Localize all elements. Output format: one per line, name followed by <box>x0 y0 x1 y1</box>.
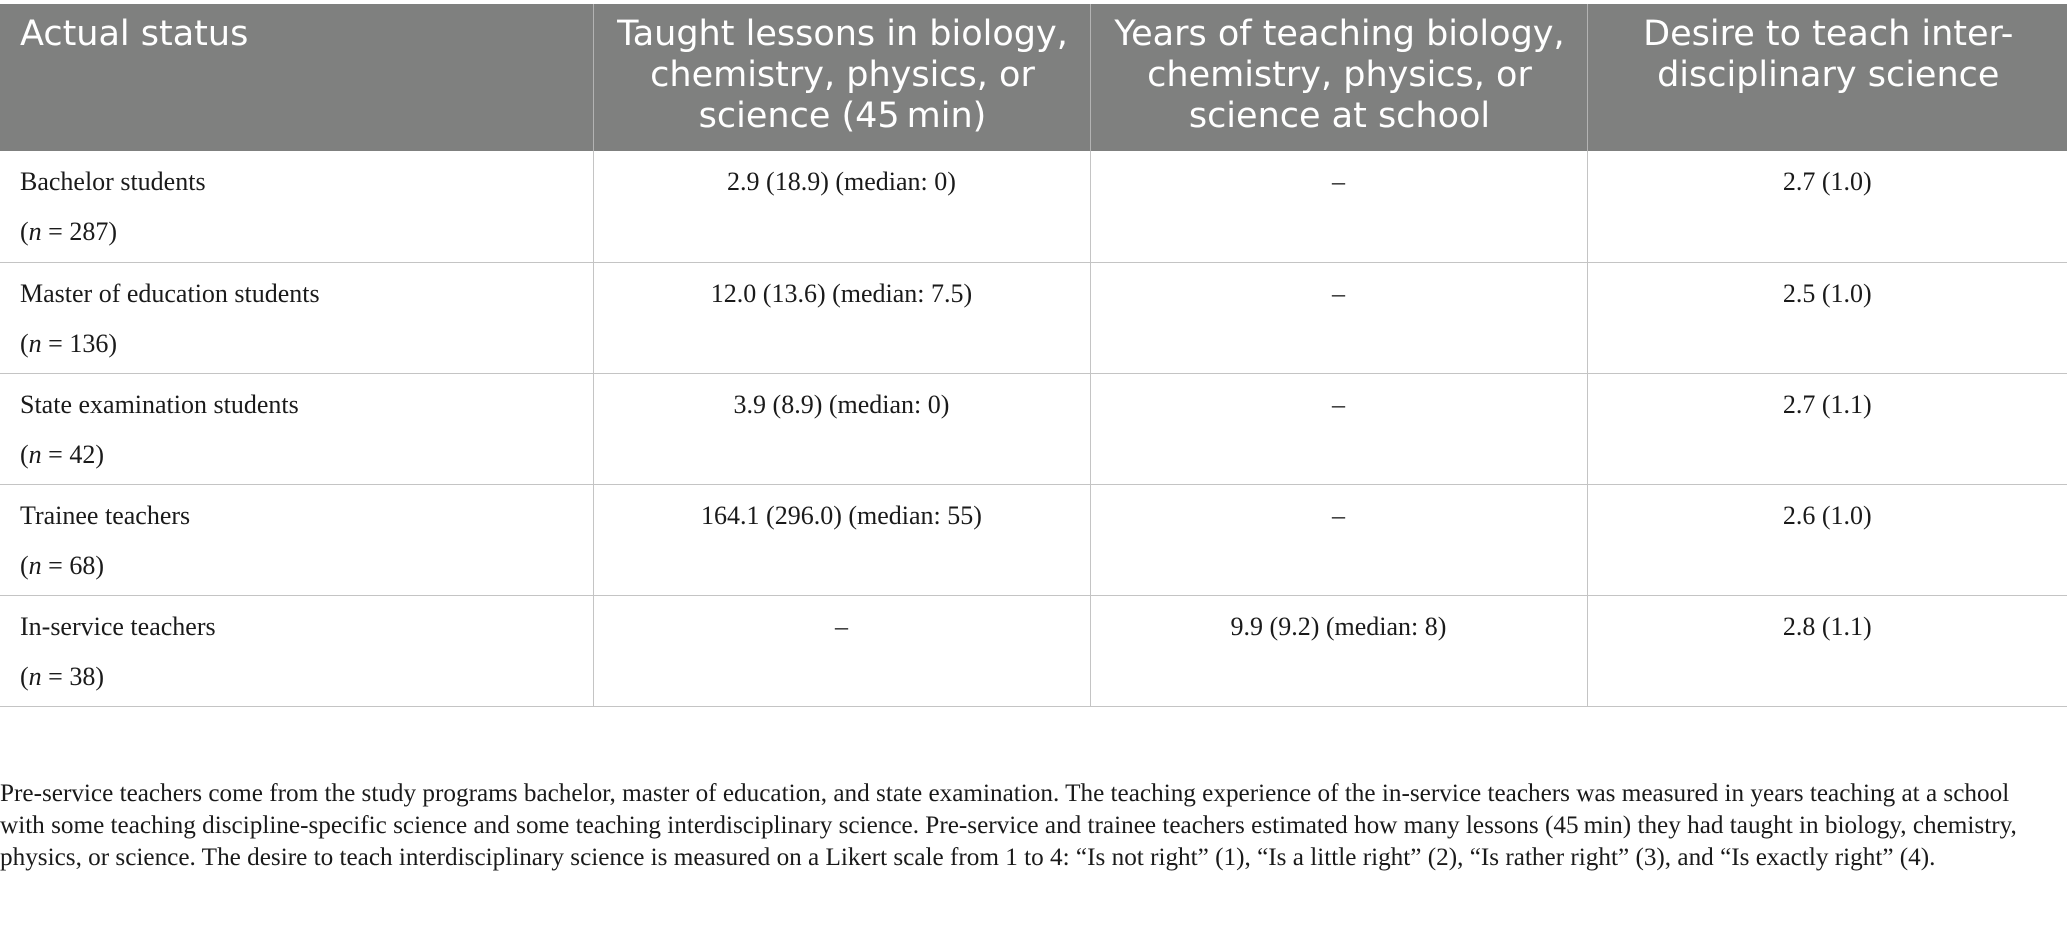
status-cell <box>0 595 593 706</box>
table-header <box>0 4 2067 151</box>
table-container <box>0 4 2067 707</box>
table-row <box>0 262 2067 373</box>
table-row <box>0 595 2067 706</box>
taught-lessons-cell: 12.0 (13.6) (median: 7.5) <box>593 262 1090 373</box>
n-value: = 287) <box>41 217 117 246</box>
sample-size: (n = 42) <box>20 439 104 469</box>
desire-cell: 2.7 (1.1) <box>1587 373 2067 484</box>
header-years-teaching: Years of teaching biology, chemistry, physics, or science at school <box>1090 4 1587 151</box>
data-table <box>0 4 2067 707</box>
taught-lessons-cell: 2.9 (18.9) (median: 0) <box>593 151 1090 262</box>
status-label: State examination students <box>20 389 299 419</box>
n-symbol: n <box>28 661 42 691</box>
status-label: Trainee teachers <box>20 500 191 530</box>
taught-lessons-cell: 3.9 (8.9) (median: 0) <box>593 373 1090 484</box>
taught-lessons-cell: – <box>593 595 1090 706</box>
years-teaching-cell: – <box>1090 262 1587 373</box>
status-cell <box>0 373 593 484</box>
status-label: Bachelor students <box>20 167 206 196</box>
n-symbol: n <box>28 328 42 358</box>
table-body <box>0 151 2067 706</box>
desire-cell: 2.8 (1.1) <box>1587 595 2067 706</box>
status-cell <box>0 484 593 595</box>
n-value: = 68) <box>41 550 104 580</box>
table-footnote: Pre-service teachers come from the study programs bachelor, master of education, and state examination. The teaching experience of the in-service teachers was measured in years teaching at a school with some teaching discipline-specific science and some teaching interdisciplinary science. Pre-service and trainee teachers estimated how many lessons (45 min) they had taught in biology, chemistry, physics, or science. The desire to teach interdisciplinary science is measured on a Likert scale from 1 to 4: “Is not right” (1), “Is a little right” (2), “Is rather right” (3), and “Is exactly right” (4). <box>0 780 2017 871</box>
status-label: Master of education students <box>20 278 320 308</box>
desire-cell: 2.5 (1.0) <box>1587 262 2067 373</box>
n-symbol: n <box>28 550 42 580</box>
header-taught-lessons: Taught lessons in biology, chemistry, physics, or science (45 min) <box>593 4 1090 151</box>
table-row <box>0 484 2067 595</box>
years-teaching-cell: – <box>1090 484 1587 595</box>
sample-size: (n = 68) <box>20 550 104 580</box>
table-row <box>0 373 2067 484</box>
table-row <box>0 151 2067 262</box>
years-teaching-cell: 9.9 (9.2) (median: 8) <box>1090 595 1587 706</box>
sample-size: (n = 38) <box>20 661 104 691</box>
n-value: = 38) <box>41 661 104 691</box>
n-symbol: n <box>28 217 42 246</box>
years-teaching-cell: – <box>1090 373 1587 484</box>
header-desire-to-teach: Desire to teach inter-disciplinary science <box>1587 4 2067 151</box>
header-row <box>0 4 2067 151</box>
status-cell <box>0 262 593 373</box>
desire-cell: 2.7 (1.0) <box>1587 151 2067 262</box>
n-value: = 42) <box>41 439 104 469</box>
sample-size: (n = 136) <box>20 328 117 358</box>
years-teaching-cell: – <box>1090 151 1587 262</box>
status-cell <box>0 151 593 262</box>
desire-cell: 2.6 (1.0) <box>1587 484 2067 595</box>
n-value: = 136) <box>41 328 117 358</box>
sample-size: (n = 287) <box>20 217 117 246</box>
taught-lessons-cell: 164.1 (296.0) (median: 55) <box>593 484 1090 595</box>
status-label: In-service teachers <box>20 611 216 641</box>
n-symbol: n <box>28 439 42 469</box>
header-actual-status: Actual status <box>0 4 593 151</box>
